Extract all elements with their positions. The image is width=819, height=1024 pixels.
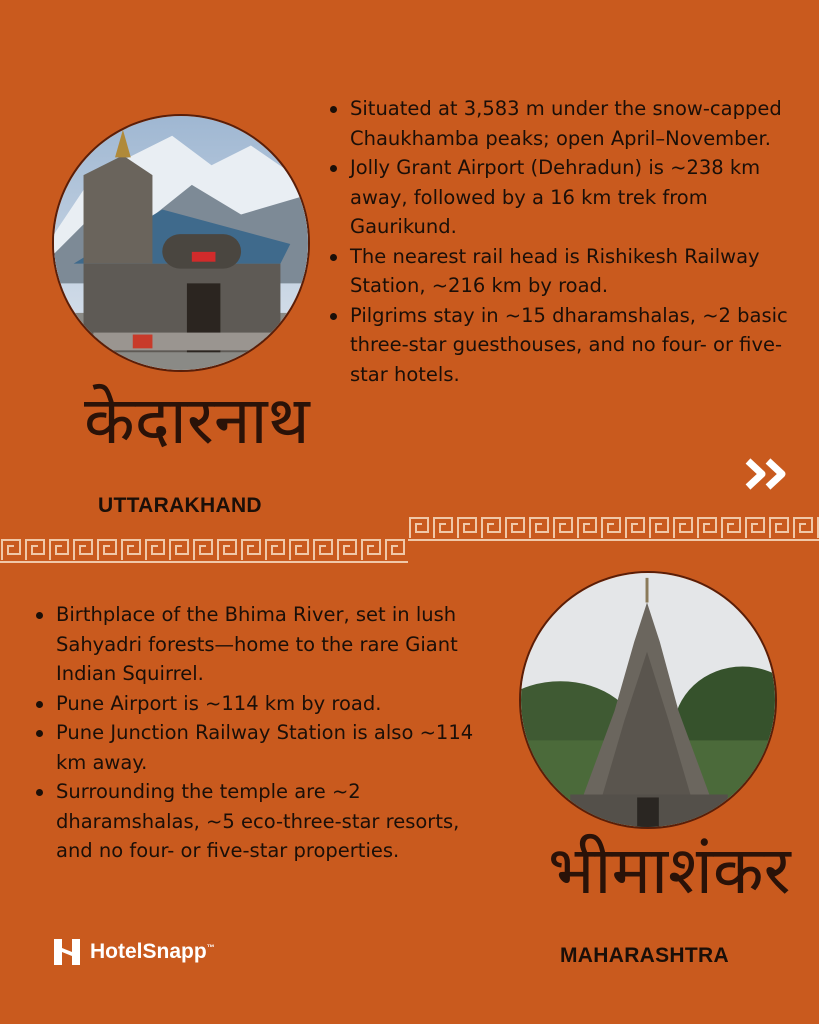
bhimashankar-temple-photo	[519, 571, 777, 829]
kedarnath-info-list	[326, 94, 796, 389]
hotelsnapp-logo-icon	[52, 937, 82, 967]
kedarnath-hindi-title: केदारनाथ	[84, 382, 310, 459]
list-item: Pune Junction Railway Station is also ~114 km away.	[32, 718, 502, 777]
double-chevron-right-icon[interactable]	[744, 457, 790, 491]
list-item: Pune Airport is ~114 km by road.	[32, 689, 502, 719]
kedarnath-temple-photo	[52, 114, 310, 372]
list-item: Birthplace of the Bhima River, set in lush Sahyadri forests—home to the rare Giant Indian Squirrel.	[32, 600, 502, 689]
list-item: Pilgrims stay in ~15 dharamshalas, ~2 basic three-star guesthouses, and no four- or five-star hotels.	[326, 301, 796, 390]
bhimashankar-info-list	[32, 600, 502, 866]
list-item: Situated at 3,583 m under the snow-capped Chaukhamba peaks; open April–November.	[326, 94, 796, 153]
greek-key-border	[408, 514, 819, 542]
list-item: Surrounding the temple are ~2 dharamshalas, ~5 eco-three-star resorts, and no four- or five-star properties.	[32, 777, 502, 866]
hotelsnapp-logo	[52, 937, 215, 967]
bhimashankar-hindi-title: भीमाशंकर	[548, 832, 791, 909]
greek-key-border	[0, 536, 408, 564]
brand-name: HotelSnapp™	[90, 940, 215, 963]
kedarnath-state-label: UTTARAKHAND	[98, 494, 262, 517]
list-item: Jolly Grant Airport (Dehradun) is ~238 km away, followed by a 16 km trek from Gaurikund.	[326, 153, 796, 242]
bhimashankar-state-label: MAHARASHTRA	[560, 944, 729, 967]
list-item: The nearest rail head is Rishikesh Railway Station, ~216 km by road.	[326, 242, 796, 301]
